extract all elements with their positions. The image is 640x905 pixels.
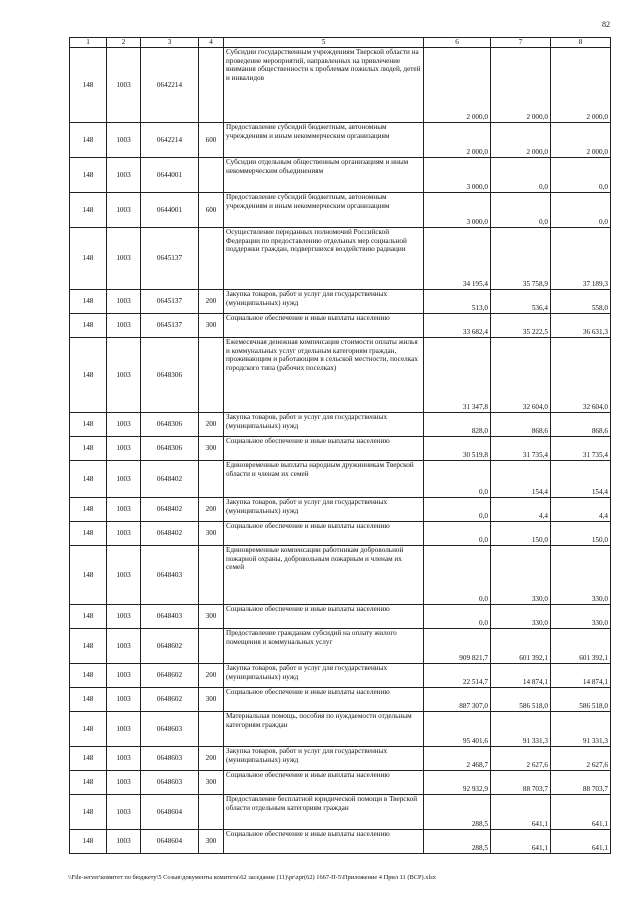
expense-type-code (199, 338, 224, 413)
value-year-2: 868,6 (491, 413, 551, 437)
grbs-code: 148 (70, 747, 107, 771)
value-year-1: 0,0 (424, 546, 491, 605)
target-article-code: 0648403 (141, 605, 199, 629)
value-year-2: 35 222,5 (491, 314, 551, 338)
grbs-code: 148 (70, 461, 107, 498)
value-year-3: 868,6 (551, 413, 611, 437)
expense-type-code (199, 461, 224, 498)
target-article-code: 0648306 (141, 437, 199, 461)
section-code: 1003 (107, 437, 141, 461)
grbs-code: 148 (70, 712, 107, 747)
table-row (70, 795, 611, 830)
value-year-2: 2 627,6 (491, 747, 551, 771)
expense-type-code: 200 (199, 664, 224, 688)
value-year-3: 31 735,4 (551, 437, 611, 461)
value-year-2: 641,1 (491, 795, 551, 830)
section-code: 1003 (107, 546, 141, 605)
target-article-code: 0645137 (141, 228, 199, 290)
file-path-footer: \\File-server\комитет по бюджету\5 Созыв\документы комитета\62 заседание (11)\pr\zpr(62) 1667-П-5\Приложение 4 Прил 11 (ВСР).xlsx (68, 874, 436, 881)
grbs-code: 148 (70, 629, 107, 664)
target-article-code: 0648402 (141, 461, 199, 498)
value-year-1: 2 000,0 (424, 123, 491, 158)
value-year-1: 3 000,0 (424, 193, 491, 228)
value-year-2: 601 392,1 (491, 629, 551, 664)
row-description: Предоставление бесплатной юридической помощи в Тверской области отдельным категориям граждан (224, 795, 424, 830)
grbs-code: 148 (70, 290, 107, 314)
table-row (70, 712, 611, 747)
table-row (70, 664, 611, 688)
target-article-code: 0648602 (141, 688, 199, 712)
expense-type-code (199, 795, 224, 830)
target-article-code: 0644001 (141, 193, 199, 228)
row-description: Закупка товаров, работ и услуг для государственных (муниципальных) нужд (224, 664, 424, 688)
table-row (70, 290, 611, 314)
table-row (70, 629, 611, 664)
value-year-1: 288,5 (424, 830, 491, 854)
table-row (70, 413, 611, 437)
expense-type-code: 300 (199, 688, 224, 712)
page-number: 82 (602, 20, 610, 29)
row-description: Ежемесячная денежная компенсация стоимости оплаты жилья и коммунальных услуг отдельным категориям граждан, проживающим и работающим в сельской местности, поселках городского типа (рабочих поселках) (224, 338, 424, 413)
value-year-3: 14 874,1 (551, 664, 611, 688)
target-article-code: 0644001 (141, 158, 199, 193)
row-description: Предоставление субсидий бюджетным, автономным учреждениям и иным некоммерческим организациям (224, 123, 424, 158)
value-year-2: 330,0 (491, 605, 551, 629)
value-year-1: 2 000,0 (424, 48, 491, 123)
target-article-code: 0648402 (141, 522, 199, 546)
value-year-2: 32 604,0 (491, 338, 551, 413)
target-article-code: 0648603 (141, 771, 199, 795)
value-year-2: 641,1 (491, 830, 551, 854)
grbs-code: 148 (70, 546, 107, 605)
value-year-2: 536,4 (491, 290, 551, 314)
value-year-1: 0,0 (424, 461, 491, 498)
table-row (70, 48, 611, 123)
expense-type-code (199, 546, 224, 605)
value-year-2: 14 874,1 (491, 664, 551, 688)
section-code: 1003 (107, 314, 141, 338)
grbs-code: 148 (70, 605, 107, 629)
section-code: 1003 (107, 771, 141, 795)
grbs-code: 148 (70, 48, 107, 123)
target-article-code: 0648402 (141, 498, 199, 522)
value-year-1: 92 932,9 (424, 771, 491, 795)
expense-type-code (199, 158, 224, 193)
row-description: Единовременные компенсации работникам добровольной пожарной охраны, добровольным пожарным и членам их семей (224, 546, 424, 605)
value-year-2: 586 518,0 (491, 688, 551, 712)
target-article-code: 0648403 (141, 546, 199, 605)
expense-type-code: 300 (199, 771, 224, 795)
row-description: Закупка товаров, работ и услуг для государственных (муниципальных) нужд (224, 747, 424, 771)
value-year-3: 641,1 (551, 795, 611, 830)
row-description: Закупка товаров, работ и услуг для государственных (муниципальных) нужд (224, 413, 424, 437)
grbs-code: 148 (70, 123, 107, 158)
expense-type-code: 300 (199, 522, 224, 546)
value-year-1: 513,0 (424, 290, 491, 314)
expense-type-code: 200 (199, 747, 224, 771)
grbs-code: 148 (70, 830, 107, 854)
expense-type-code (199, 48, 224, 123)
value-year-2: 4,4 (491, 498, 551, 522)
value-year-3: 558,0 (551, 290, 611, 314)
expense-type-code (199, 629, 224, 664)
section-code: 1003 (107, 795, 141, 830)
grbs-code: 148 (70, 795, 107, 830)
section-code: 1003 (107, 688, 141, 712)
table-row (70, 747, 611, 771)
value-year-2: 0,0 (491, 193, 551, 228)
expense-type-code (199, 228, 224, 290)
target-article-code: 0642214 (141, 48, 199, 123)
column-header: 4 (199, 38, 224, 48)
value-year-2: 150,0 (491, 522, 551, 546)
target-article-code: 0642214 (141, 123, 199, 158)
row-description: Материальная помощь, пособия по нуждаемости отдельным категориям граждан (224, 712, 424, 747)
value-year-3: 37 189,3 (551, 228, 611, 290)
value-year-1: 95 401,6 (424, 712, 491, 747)
row-description: Социальное обеспечение и иные выплаты населению (224, 830, 424, 854)
row-description: Социальное обеспечение и иные выплаты населению (224, 314, 424, 338)
section-code: 1003 (107, 413, 141, 437)
row-description: Предоставление гражданам субсидий на оплату жилого помещения и коммунальных услуг (224, 629, 424, 664)
value-year-2: 91 331,3 (491, 712, 551, 747)
table-row (70, 461, 611, 498)
grbs-code: 148 (70, 688, 107, 712)
value-year-3: 330,0 (551, 546, 611, 605)
grbs-code: 148 (70, 338, 107, 413)
grbs-code: 148 (70, 158, 107, 193)
expense-type-code: 300 (199, 830, 224, 854)
value-year-3: 2 000,0 (551, 48, 611, 123)
section-code: 1003 (107, 461, 141, 498)
value-year-1: 288,5 (424, 795, 491, 830)
column-header: 7 (491, 38, 551, 48)
table-row (70, 522, 611, 546)
grbs-code: 148 (70, 314, 107, 338)
column-header: 1 (70, 38, 107, 48)
value-year-1: 828,0 (424, 413, 491, 437)
target-article-code: 0648306 (141, 413, 199, 437)
value-year-1: 22 514,7 (424, 664, 491, 688)
section-code: 1003 (107, 522, 141, 546)
section-code: 1003 (107, 123, 141, 158)
value-year-3: 330,0 (551, 605, 611, 629)
expense-type-code: 200 (199, 290, 224, 314)
grbs-code: 148 (70, 498, 107, 522)
section-code: 1003 (107, 338, 141, 413)
table-row (70, 314, 611, 338)
table-row (70, 158, 611, 193)
target-article-code: 0645137 (141, 314, 199, 338)
grbs-code: 148 (70, 193, 107, 228)
expense-type-code: 200 (199, 498, 224, 522)
row-description: Единовременные выплаты народным дружинникам Тверской области и членам их семей (224, 461, 424, 498)
value-year-3: 2 627,6 (551, 747, 611, 771)
row-description: Субсидии отдельным общественным организациям и иным некоммерческим объединениям (224, 158, 424, 193)
target-article-code: 0648306 (141, 338, 199, 413)
value-year-1: 887 307,0 (424, 688, 491, 712)
table-row (70, 771, 611, 795)
table-row (70, 228, 611, 290)
row-description: Закупка товаров, работ и услуг для государственных (муниципальных) нужд (224, 290, 424, 314)
section-code: 1003 (107, 830, 141, 854)
section-code: 1003 (107, 193, 141, 228)
expense-type-code: 600 (199, 123, 224, 158)
budget-table (69, 37, 611, 854)
expense-type-code (199, 712, 224, 747)
value-year-3: 154,4 (551, 461, 611, 498)
row-description: Социальное обеспечение и иные выплаты населению (224, 437, 424, 461)
value-year-3: 91 331,3 (551, 712, 611, 747)
table-row (70, 546, 611, 605)
expense-type-code: 300 (199, 314, 224, 338)
section-code: 1003 (107, 498, 141, 522)
value-year-2: 2 000,0 (491, 123, 551, 158)
row-description: Осуществление переданных полномочий Российской Федерации по предоставлению отдельных мер социальной поддержки граждан, подвергшихся воздействию радиации (224, 228, 424, 290)
value-year-3: 150,0 (551, 522, 611, 546)
value-year-1: 0,0 (424, 605, 491, 629)
row-description: Социальное обеспечение и иные выплаты населению (224, 688, 424, 712)
row-description: Социальное обеспечение и иные выплаты населению (224, 522, 424, 546)
column-header: 5 (224, 38, 424, 48)
grbs-code: 148 (70, 664, 107, 688)
target-article-code: 0648602 (141, 629, 199, 664)
grbs-code: 148 (70, 413, 107, 437)
value-year-2: 35 758,9 (491, 228, 551, 290)
value-year-3: 641,1 (551, 830, 611, 854)
value-year-1: 31 347,8 (424, 338, 491, 413)
row-description: Предоставление субсидий бюджетным, автономным учреждениям и иным некоммерческим организациям (224, 193, 424, 228)
value-year-1: 909 821,7 (424, 629, 491, 664)
value-year-2: 2 000,0 (491, 48, 551, 123)
expense-type-code: 200 (199, 413, 224, 437)
grbs-code: 148 (70, 522, 107, 546)
value-year-1: 33 682,4 (424, 314, 491, 338)
target-article-code: 0648603 (141, 712, 199, 747)
table-row (70, 688, 611, 712)
column-header: 2 (107, 38, 141, 48)
target-article-code: 0645137 (141, 290, 199, 314)
grbs-code: 148 (70, 228, 107, 290)
value-year-1: 0,0 (424, 498, 491, 522)
value-year-1: 3 000,0 (424, 158, 491, 193)
value-year-3: 4,4 (551, 498, 611, 522)
table-row (70, 338, 611, 413)
target-article-code: 0648602 (141, 664, 199, 688)
section-code: 1003 (107, 605, 141, 629)
value-year-3: 586 518,0 (551, 688, 611, 712)
target-article-code: 0648603 (141, 747, 199, 771)
value-year-1: 2 468,7 (424, 747, 491, 771)
grbs-code: 148 (70, 771, 107, 795)
value-year-3: 0,0 (551, 193, 611, 228)
column-header: 8 (551, 38, 611, 48)
target-article-code: 0648604 (141, 830, 199, 854)
section-code: 1003 (107, 290, 141, 314)
section-code: 1003 (107, 664, 141, 688)
expense-type-code: 300 (199, 437, 224, 461)
table-row (70, 437, 611, 461)
expense-type-code: 600 (199, 193, 224, 228)
value-year-3: 2 000,0 (551, 123, 611, 158)
section-code: 1003 (107, 158, 141, 193)
section-code: 1003 (107, 629, 141, 664)
value-year-3: 32 604,0 (551, 338, 611, 413)
table-row (70, 605, 611, 629)
section-code: 1003 (107, 747, 141, 771)
section-code: 1003 (107, 712, 141, 747)
table-header-row (70, 38, 611, 48)
value-year-3: 88 703,7 (551, 771, 611, 795)
target-article-code: 0648604 (141, 795, 199, 830)
section-code: 1003 (107, 48, 141, 123)
value-year-3: 0,0 (551, 158, 611, 193)
value-year-1: 30 519,8 (424, 437, 491, 461)
value-year-1: 34 195,4 (424, 228, 491, 290)
expense-type-code: 300 (199, 605, 224, 629)
row-description: Социальное обеспечение и иные выплаты населению (224, 605, 424, 629)
value-year-2: 31 735,4 (491, 437, 551, 461)
value-year-2: 330,0 (491, 546, 551, 605)
value-year-2: 0,0 (491, 158, 551, 193)
value-year-2: 154,4 (491, 461, 551, 498)
grbs-code: 148 (70, 437, 107, 461)
column-header: 3 (141, 38, 199, 48)
value-year-3: 36 631,3 (551, 314, 611, 338)
table-row (70, 123, 611, 158)
row-description: Субсидии государственным учреждениям Тверской области на проведение мероприятий, направленных на привлечение внимания общественности к проблемам пожилых людей, детей и инвалидов (224, 48, 424, 123)
table-row (70, 193, 611, 228)
table-row (70, 830, 611, 854)
row-description: Социальное обеспечение и иные выплаты населению (224, 771, 424, 795)
value-year-3: 601 392,1 (551, 629, 611, 664)
table-row (70, 498, 611, 522)
row-description: Закупка товаров, работ и услуг для государственных (муниципальных) нужд (224, 498, 424, 522)
value-year-2: 88 703,7 (491, 771, 551, 795)
column-header: 6 (424, 38, 491, 48)
value-year-1: 0,0 (424, 522, 491, 546)
section-code: 1003 (107, 228, 141, 290)
